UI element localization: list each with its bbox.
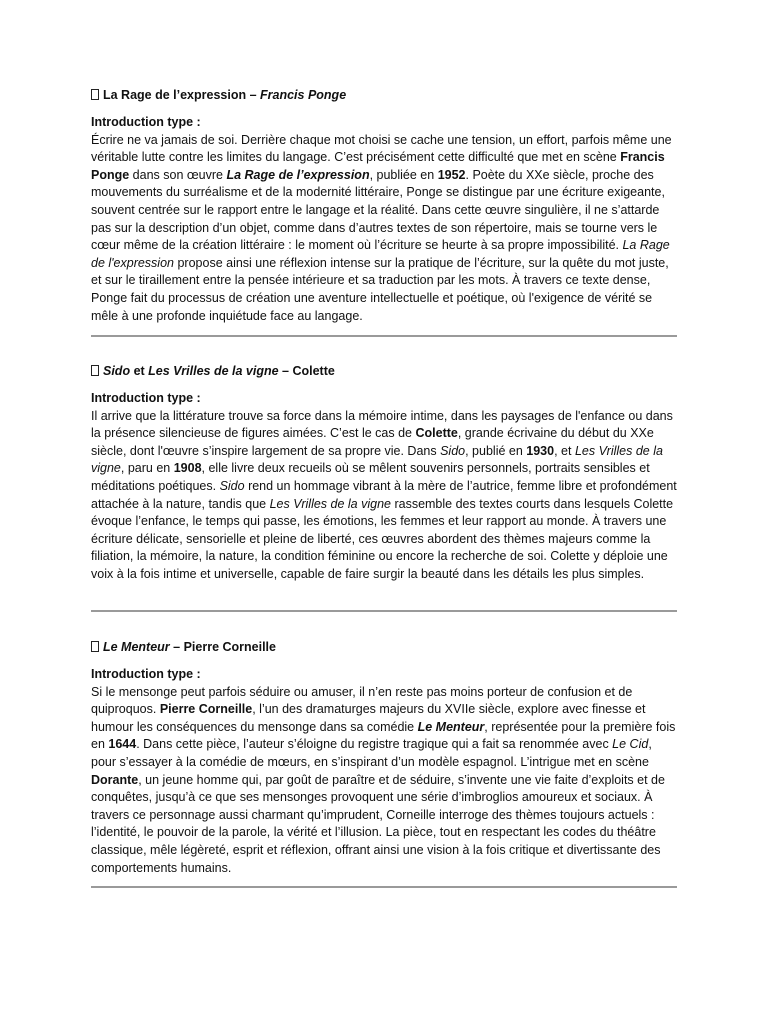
title-part: et (130, 364, 149, 378)
section-corneille (91, 638, 677, 877)
section-paragraph (91, 684, 677, 878)
text-run: Sido (440, 443, 466, 458)
text-run: 1952 (437, 167, 466, 182)
text-run: Écrire ne va jamais de soi. Derrière chaque mot choisi se cache une tension, un effort, parfois même une véritable lutte contre les limites du langage. C’est précisément cette difficulté que met en scène (91, 132, 672, 165)
section-title (91, 362, 677, 380)
section-title (91, 638, 677, 656)
text-run: . Poète du XXe siècle, proche des mouvements du surréalisme et de la modernité littéraire, Ponge se distingue par une écriture exigeante, souvent centrée sur le rapport entre le langage et la réalité. Dans cette œuvre singulière, il ne s’attarde pas sur la description d’un objet, comme dans d’autres textes de son répertoire, mais se tourne vers le cœur même de la création littéraire : le moment où l’écriture se heurte à sa propre impossibilité. (91, 167, 665, 253)
text-run: La Rage de l’expression (226, 167, 370, 182)
text-run: Francis Ponge (91, 150, 665, 182)
text-run: , et (554, 443, 575, 458)
title-part: – Colette (278, 364, 335, 378)
text-run: 1908 (173, 461, 202, 476)
text-run: La Rage de l'expression (91, 238, 670, 270)
text-run: propose ainsi une réflexion intense sur la pratique de l’écriture, sur la quête du mot juste, et sur le tiraillement entre la pensée intérieure et sa traduction par les mots. À travers ce texte dense, Ponge fait du processus de création une aventure intellectuelle et poétique, où l'exigence de vérité se mêle à une profonde inquiétude face au langage. (91, 255, 669, 323)
title-part: – Pierre Corneille (169, 640, 276, 654)
section-colette (91, 362, 677, 584)
title-part: Francis Ponge (260, 88, 347, 102)
text-run: , paru en (120, 461, 174, 476)
missing-glyph-icon (91, 641, 99, 652)
section-divider (91, 335, 677, 337)
missing-glyph-icon (91, 89, 99, 100)
section-paragraph (91, 408, 677, 584)
section-divider (91, 886, 677, 888)
text-run: Si le mensonge peut parfois séduire ou amuser, il n’en reste pas moins porteur de confusion et de quiproquos. (91, 684, 633, 717)
text-run: , un jeune homme qui, par goût de paraître et de séduire, s’invente une vie faite d’exploits et de conquêtes, jusqu’à ce que ses mensonges provoquent une série d’imbroglios amoureux et sociaux. À travers ce personnage aussi charmant qu’imprudent, Corneille interroge des thèmes toujours actuels : l’identité, le pouvoir de la parole, la vérité et l’illusion. La pièce, tout en respectant les codes du théâtre classique, mêle légèreté, esprit et réflexion, offrant ainsi une vision à la fois critique et divertissante des comportements humains. (91, 772, 665, 875)
section-paragraph (91, 132, 677, 326)
text-run: . Dans cette pièce, l’auteur s’éloigne du registre tragique qui a fait sa renommée avec (136, 737, 613, 752)
text-run: dans son œuvre (129, 167, 227, 182)
text-run: rassemble des textes courts dans lesquels Colette évoque l’enfance, le temps qui passe, les émotions, les femmes et leur rapport au monde. À travers une écriture délicate, sensorielle et pleine de liberté, ces œuvres abordent des thèmes majeurs comme la filiation, la mémoire, la nature, la condition féminine ou encore la recherche de soi. Colette y déploie une voix à la fois intime et universelle, capable de faire surgir la beauté dans les détails les plus simples. (91, 496, 674, 581)
text-run: Pierre Corneille (159, 702, 253, 717)
title-part: La Rage de l’expression (103, 88, 247, 102)
text-run: Le Menteur (417, 719, 485, 734)
text-run: 1644 (108, 737, 137, 752)
text-run: Colette (415, 426, 458, 441)
text-run: Il arrive que la littérature trouve sa force dans la mémoire intime, dans les paysages de l'enfance ou dans la présence silencieuse de figures aimées. C’est le cas de (91, 408, 673, 441)
title-part: Sido (103, 364, 131, 378)
title-part: Le Menteur (103, 640, 170, 654)
text-run: 1930 (526, 443, 555, 458)
missing-glyph-icon (91, 365, 99, 376)
intro-label: Introduction type : (91, 115, 201, 129)
text-run: , grande écrivaine du début du XXe siècle, dont l'œuvre s’inspire largement de sa propre vie. Dans (91, 426, 654, 458)
text-run: Les Vrilles de la vigne (269, 496, 391, 511)
title-part: Les Vrilles de la vigne (148, 364, 279, 378)
text-run: , publié en (465, 443, 527, 458)
text-run: , représentée pour la première fois en (91, 719, 676, 752)
intro-label: Introduction type : (91, 391, 201, 405)
section-title (91, 86, 677, 104)
section-divider (91, 610, 677, 612)
intro-label: Introduction type : (91, 667, 201, 681)
text-run: Sido (219, 478, 245, 493)
text-run: , l’un des dramaturges majeurs du XVIIe siècle, explore avec finesse et humour les conséquences du mensonge dans sa comédie (91, 702, 646, 734)
section-ponge (91, 86, 677, 325)
text-run: Dorante (91, 772, 139, 787)
text-run: Les Vrilles de la vigne (91, 443, 663, 476)
text-run: , elle livre deux recueils où se mêlent souvenirs personnels, portraits sensibles et méditations poétiques. (91, 461, 650, 493)
text-run: rend un hommage vibrant à la mère de l’autrice, femme libre et profondément attachée à la nature, tandis que (91, 478, 677, 511)
text-run: , pour s’essayer à la comédie de mœurs, en s’inspirant d’un modèle espagnol. L’intrigue met en scène (91, 737, 652, 769)
text-run: , publiée en (369, 167, 438, 182)
title-part: – (246, 88, 261, 102)
text-run: Le Cid (612, 737, 649, 752)
